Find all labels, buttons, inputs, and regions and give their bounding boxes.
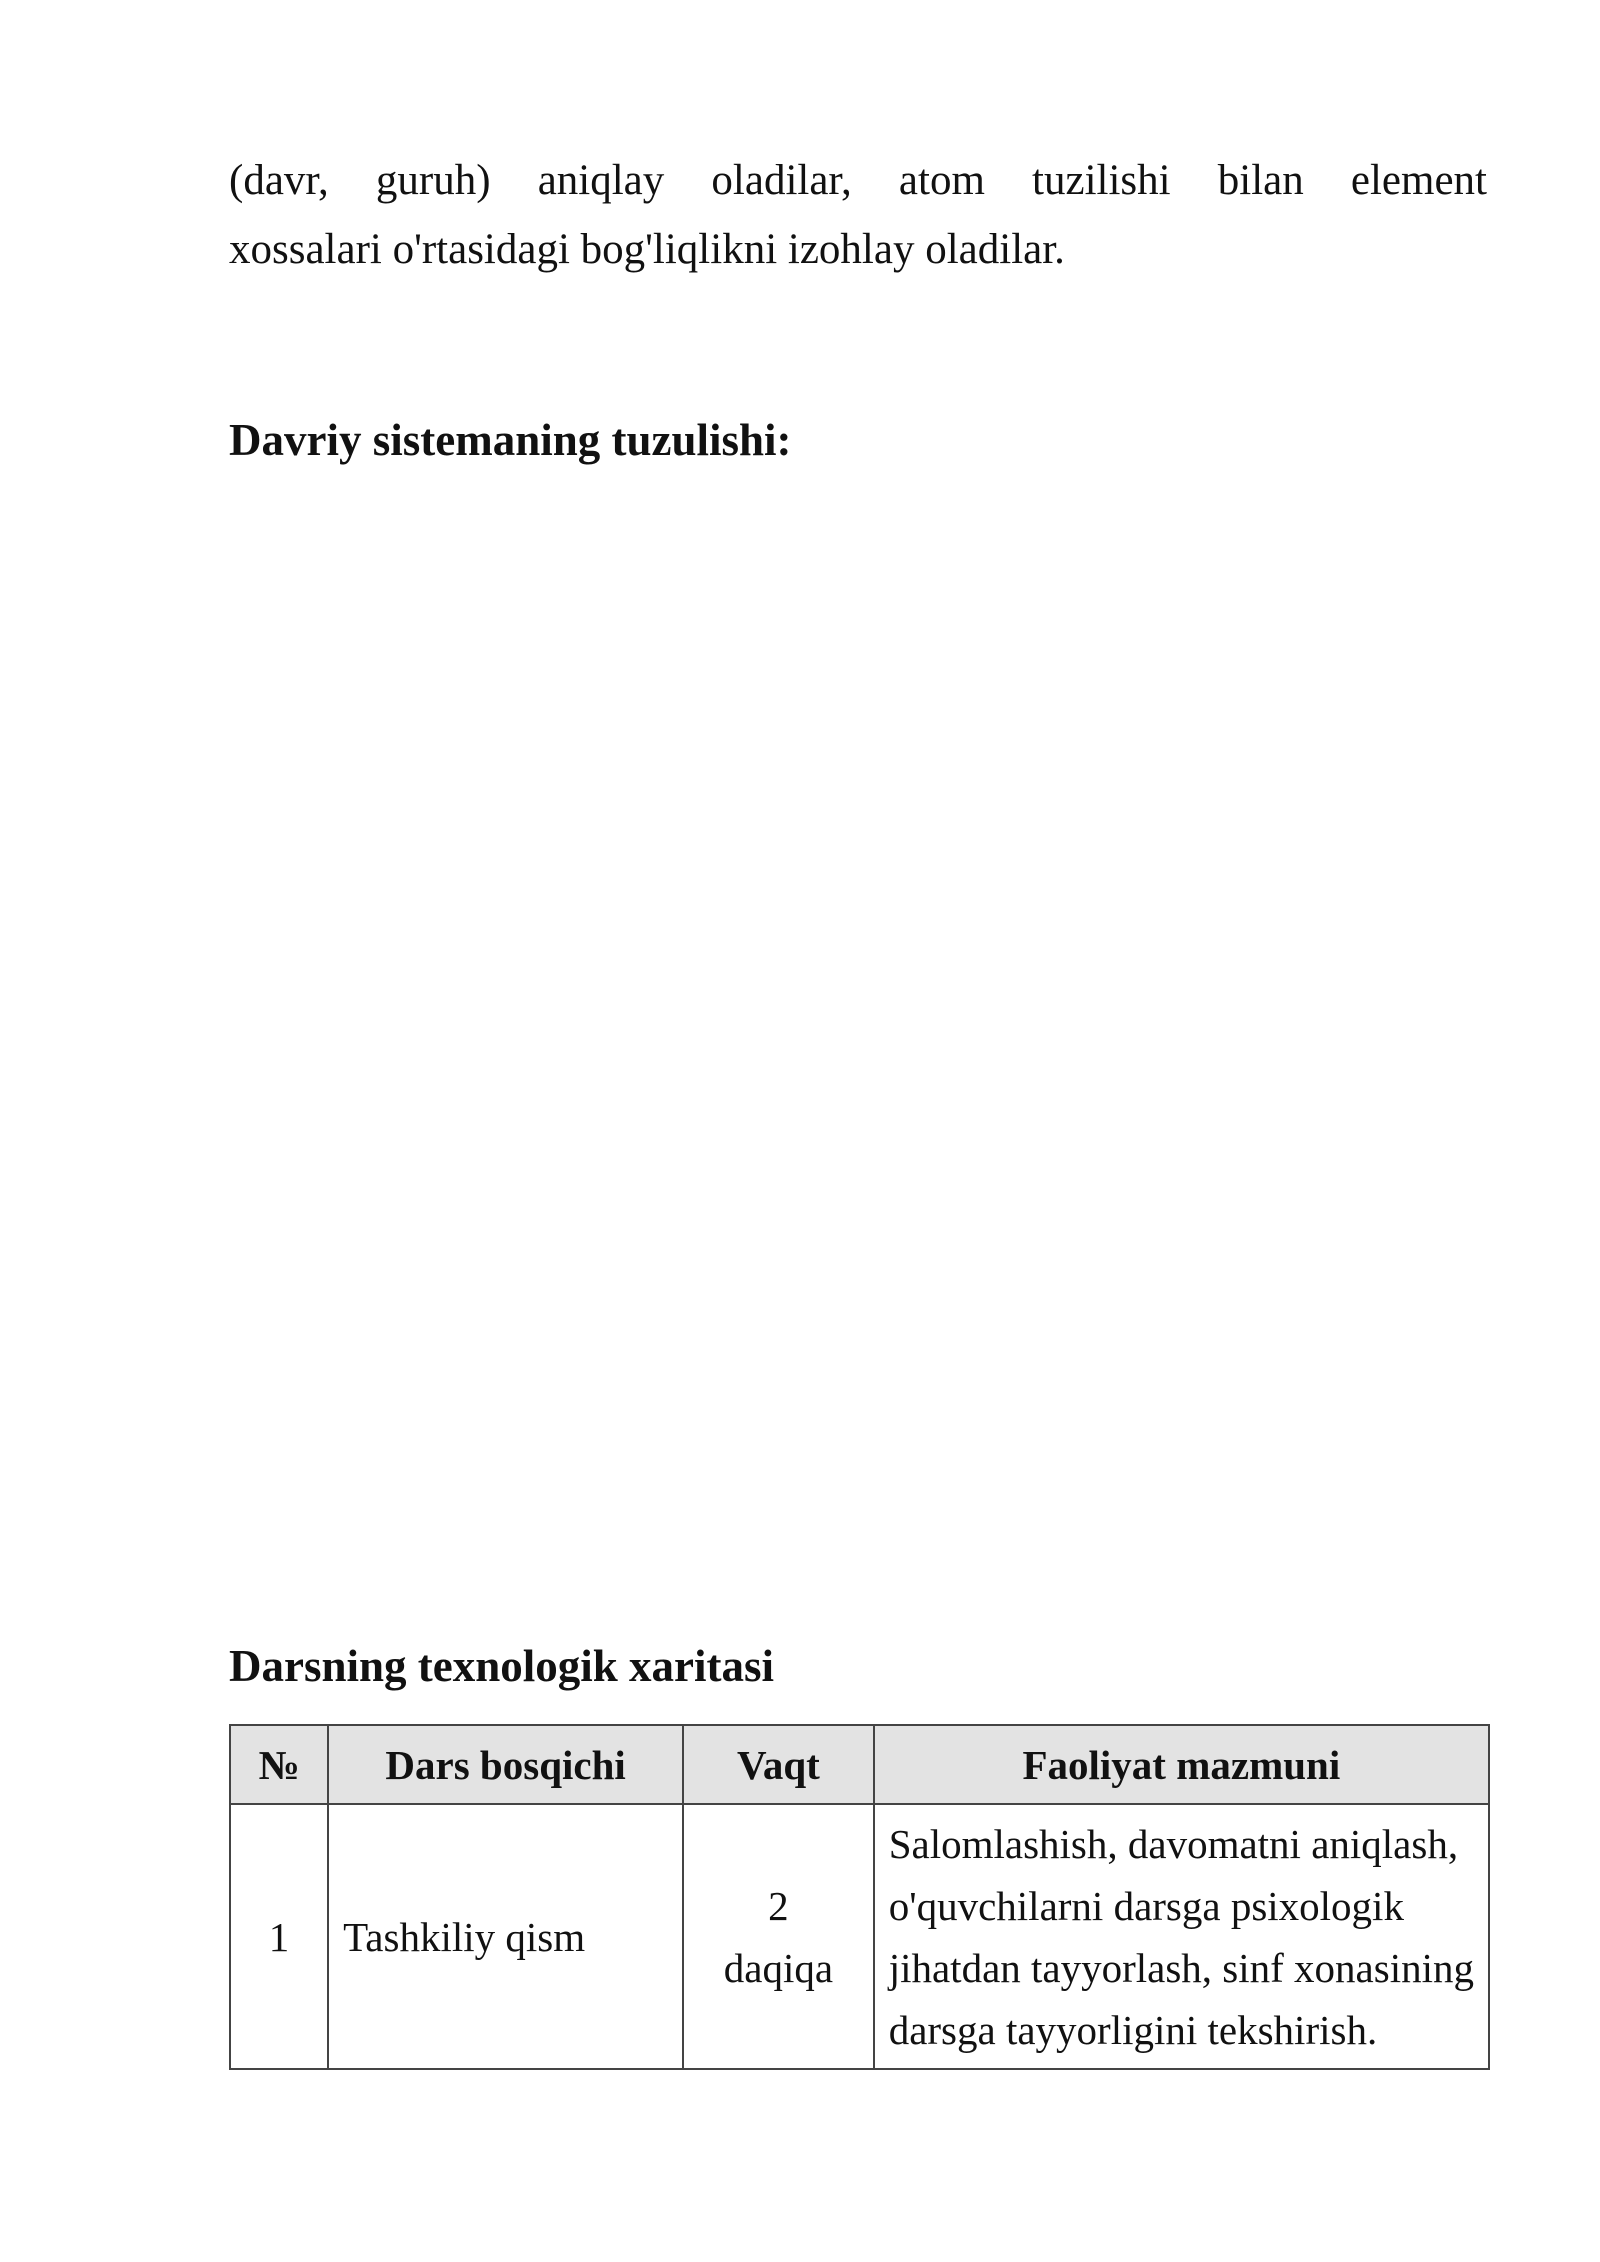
row-time xyxy=(683,1804,874,2069)
periodic-system-heading: Davriy sistemaning tuzulishi: xyxy=(229,415,792,465)
row-content-line: Salomlashish, davomatni aniqlash, xyxy=(888,1820,1459,1867)
row-time-unit: daqiqa xyxy=(723,1944,834,1991)
row-number: 1 xyxy=(230,1804,328,2069)
row-content-line: jihatdan tayyorlash, sinf xonasining xyxy=(888,1944,1474,1991)
intro-line-1: (davr, guruh) aniqlay oladilar, atom tuzilishi bilan element xyxy=(229,157,1487,204)
row-content xyxy=(874,1804,1489,2069)
lesson-map-table xyxy=(229,1724,1490,2070)
row-time-amount: 2 xyxy=(768,1882,789,1929)
table-row xyxy=(230,1804,1489,2069)
intro-paragraph xyxy=(229,146,1487,284)
row-content-line: o'quvchilarni darsga psixologik xyxy=(888,1882,1404,1929)
header-content: Faoliyat mazmuni xyxy=(874,1725,1489,1804)
technological-map-heading: Darsning texnologik xaritasi xyxy=(229,1641,775,1691)
header-stage: Dars bosqichi xyxy=(328,1725,683,1804)
row-stage: Tashkiliy qism xyxy=(328,1804,683,2069)
row-content-line: darsga tayyorligini tekshirish. xyxy=(888,2006,1378,2053)
table-header-row xyxy=(230,1725,1489,1804)
header-number: № xyxy=(230,1725,328,1804)
figure-placeholder xyxy=(229,500,1487,1600)
header-time: Vaqt xyxy=(683,1725,874,1804)
intro-line-2: xossalari o'rtasidagi bog'liqlikni izohlay oladilar. xyxy=(229,226,1065,273)
